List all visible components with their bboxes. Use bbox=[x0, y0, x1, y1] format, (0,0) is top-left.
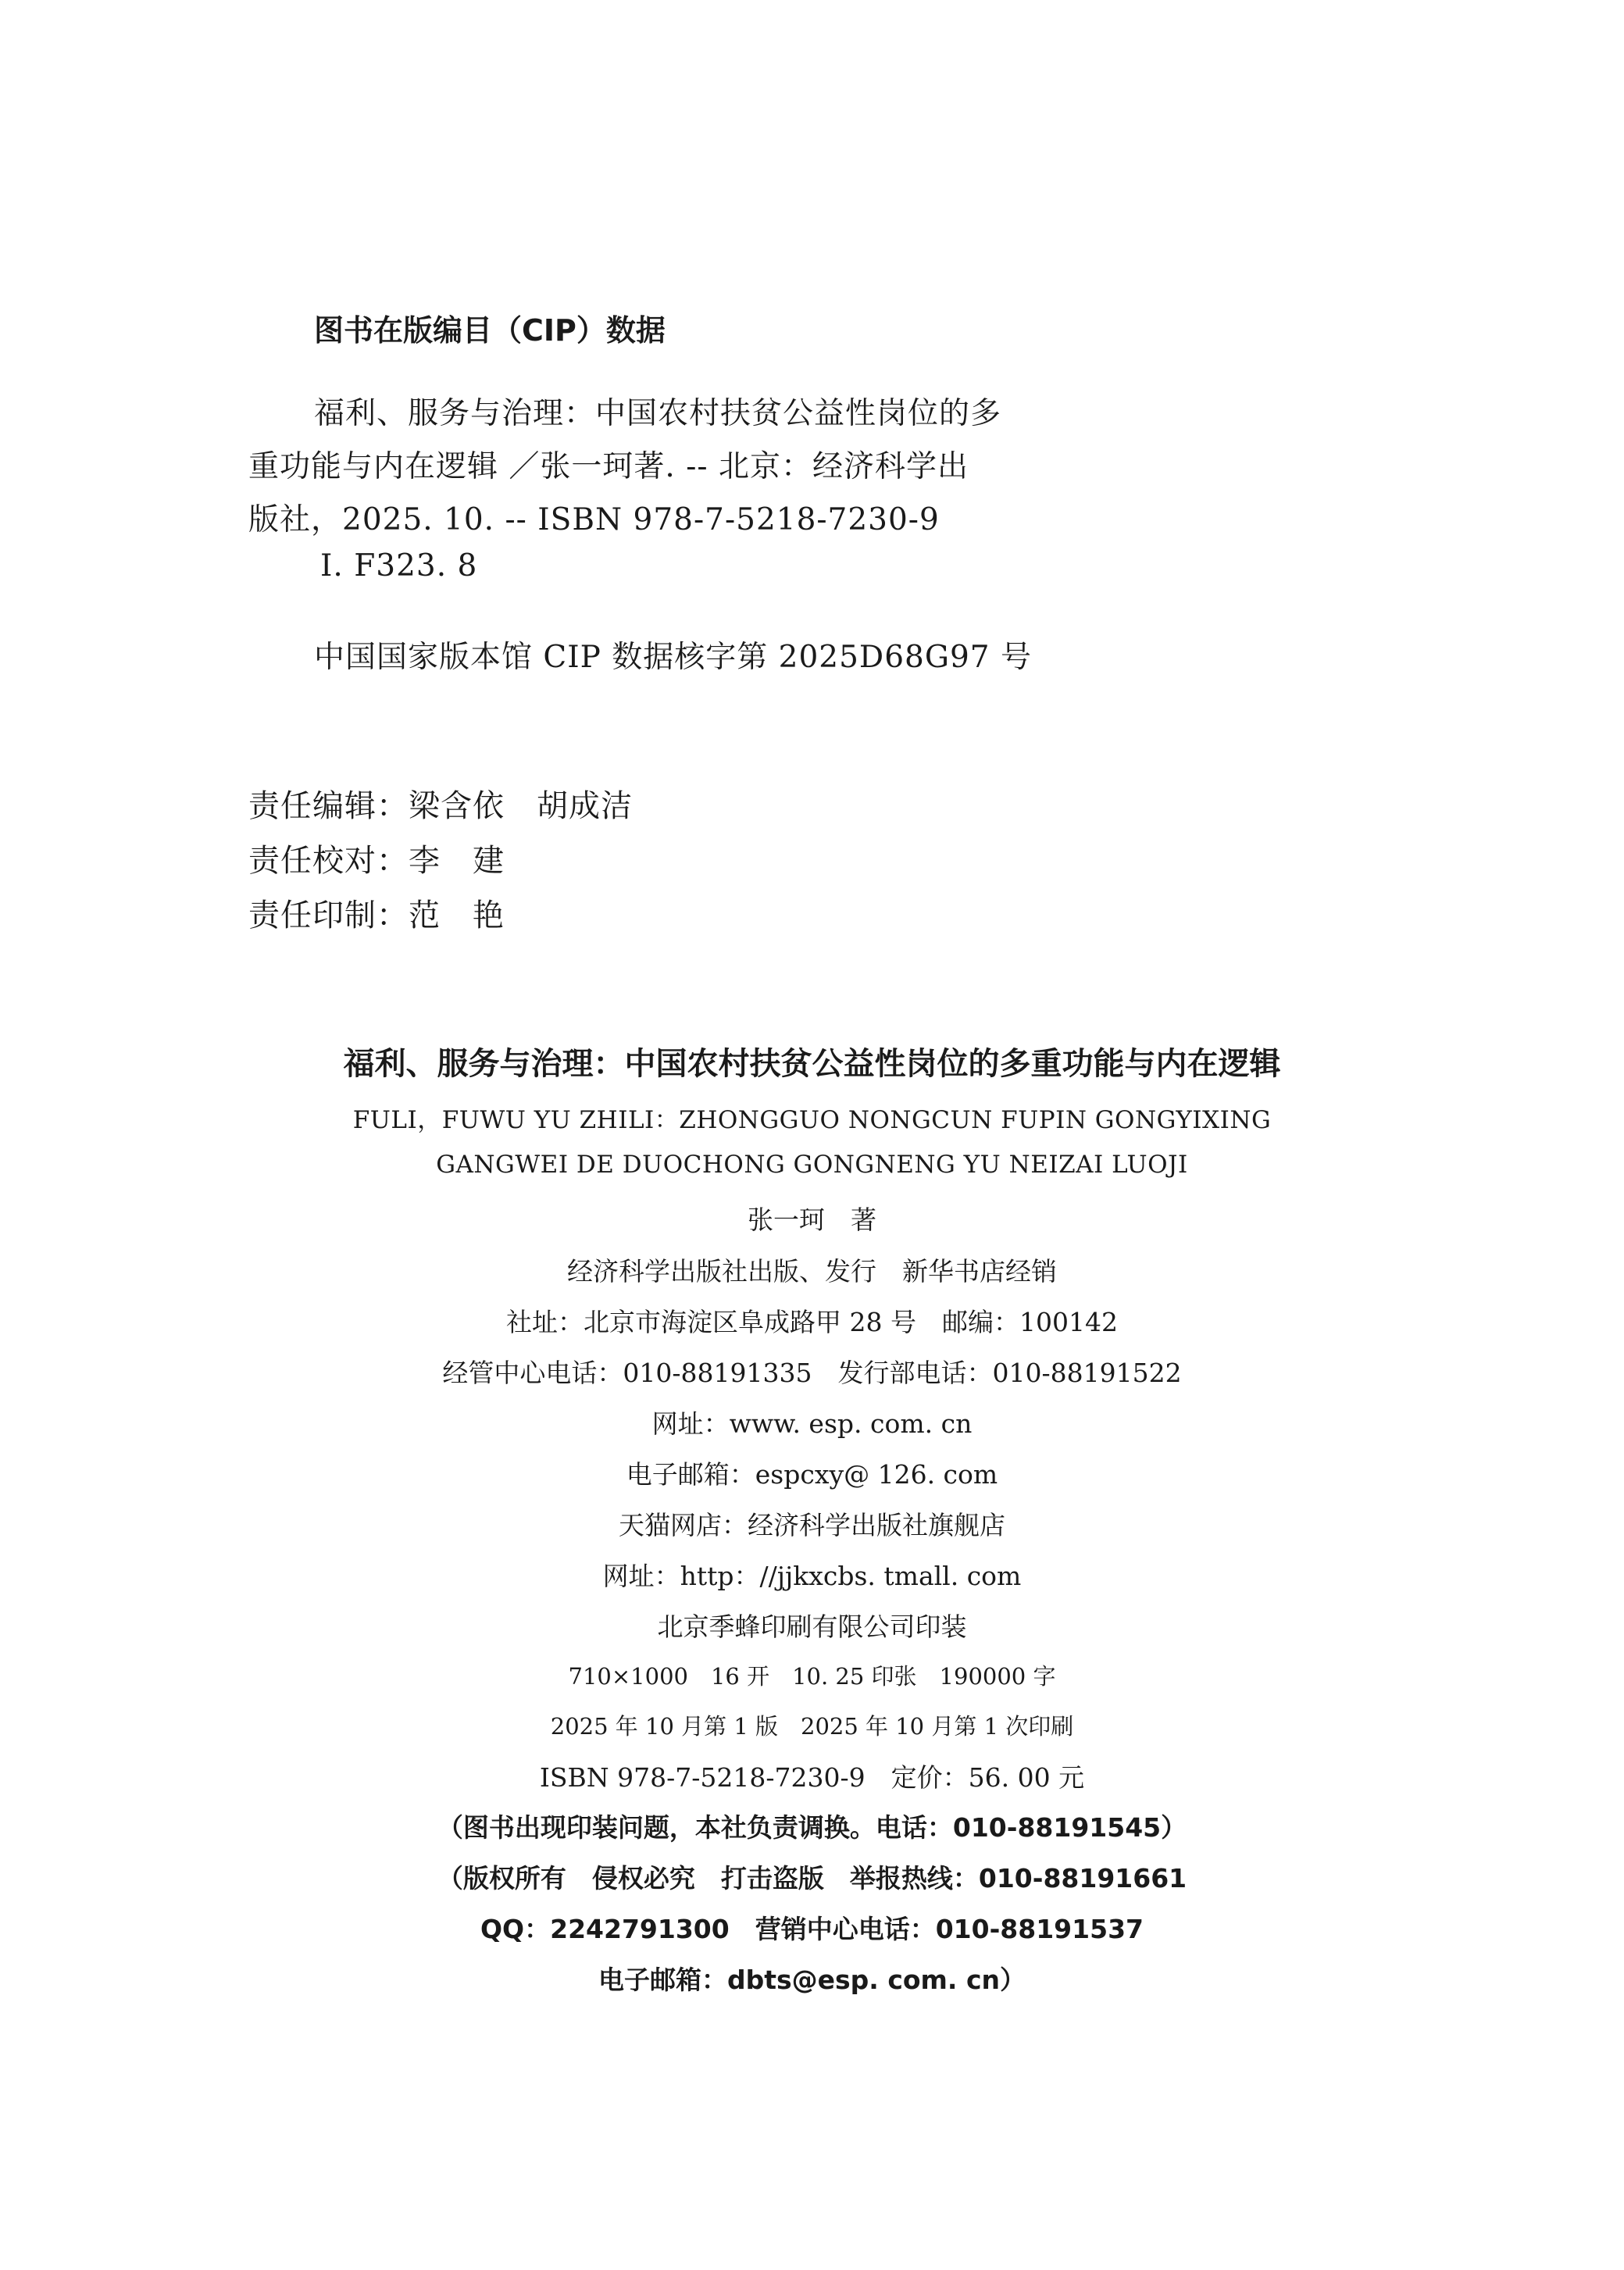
imprint-publisher: 经济科学出版社出版、发行 新华书店经销 bbox=[567, 1256, 1057, 1287]
imprint-tmall-url: 网址：http：//jjkxcbs. tmall. com bbox=[602, 1561, 1022, 1591]
imprint-isbn-price: ISBN 978-7-5218-7230-9 定价：56. 00 元 bbox=[539, 1762, 1085, 1793]
imprint-printer: 北京季蜂印刷有限公司印装 bbox=[657, 1611, 967, 1642]
imprint-website: 网址：www. esp. com. cn bbox=[651, 1408, 973, 1439]
responsible-editor: 责任编辑：梁含依 胡成洁 bbox=[248, 788, 633, 824]
cip-line-1: 福利、服务与治理：中国农村扶贫公益性岗位的多 bbox=[314, 396, 1002, 431]
imprint-notice-email: 电子邮箱：dbts@esp. com. cn） bbox=[598, 1965, 1026, 1995]
cip-classification: Ⅰ. F323. 8 bbox=[320, 548, 478, 584]
cip-line-3: 版社，2025. 10. -- ISBN 978-7-5218-7230-9 bbox=[248, 502, 940, 537]
imprint-notice-copyright: （版权所有 侵权必究 打击盗版 举报热线：010-88191661 bbox=[437, 1863, 1187, 1893]
imprint-title-pinyin-2: GANGWEI DE DUOCHONG GONGNENG YU NEIZAI LUOJI bbox=[436, 1151, 1188, 1179]
imprint-tmall-store: 天猫网店：经济科学出版社旗舰店 bbox=[619, 1510, 1005, 1540]
imprint-notice-quality: （图书出现印装问题，本社负责调换。电话：010-88191545） bbox=[437, 1812, 1187, 1843]
cip-heading: 图书在版编目（CIP）数据 bbox=[314, 313, 666, 348]
imprint-title-zh: 福利、服务与治理：中国农村扶贫公益性岗位的多重功能与内在逻辑 bbox=[343, 1046, 1281, 1082]
imprint-notice-qq: QQ：2242791300 营销中心电话：010-88191537 bbox=[480, 1914, 1144, 1944]
imprint-specs: 710×1000 16 开 10. 25 印张 190000 字 bbox=[568, 1663, 1056, 1690]
imprint-phones: 经管中心电话：010-88191335 发行部电话：010-88191522 bbox=[442, 1358, 1182, 1388]
imprint-title-pinyin-1: FULI，FUWU YU ZHILI：ZHONGGUO NONGCUN FUPIN GONGYIXING bbox=[352, 1106, 1272, 1134]
cip-record-number: 中国国家版本馆 CIP 数据核字第 2025D68G97 号 bbox=[314, 640, 1033, 675]
imprint-address: 社址：北京市海淀区阜成路甲 28 号 邮编：100142 bbox=[506, 1307, 1118, 1337]
responsible-printing: 责任印制：范 艳 bbox=[248, 898, 505, 933]
imprint-edition: 2025 年 10 月第 1 版 2025 年 10 月第 1 次印刷 bbox=[550, 1713, 1074, 1740]
imprint-author: 张一珂 著 bbox=[748, 1205, 876, 1235]
responsible-proofreader: 责任校对：李 建 bbox=[248, 843, 505, 879]
imprint-email: 电子邮箱：espcxy@ 126. com bbox=[626, 1459, 998, 1490]
cip-line-2: 重功能与内在逻辑 ／张一珂著. -- 北京：经济科学出 bbox=[248, 449, 969, 484]
